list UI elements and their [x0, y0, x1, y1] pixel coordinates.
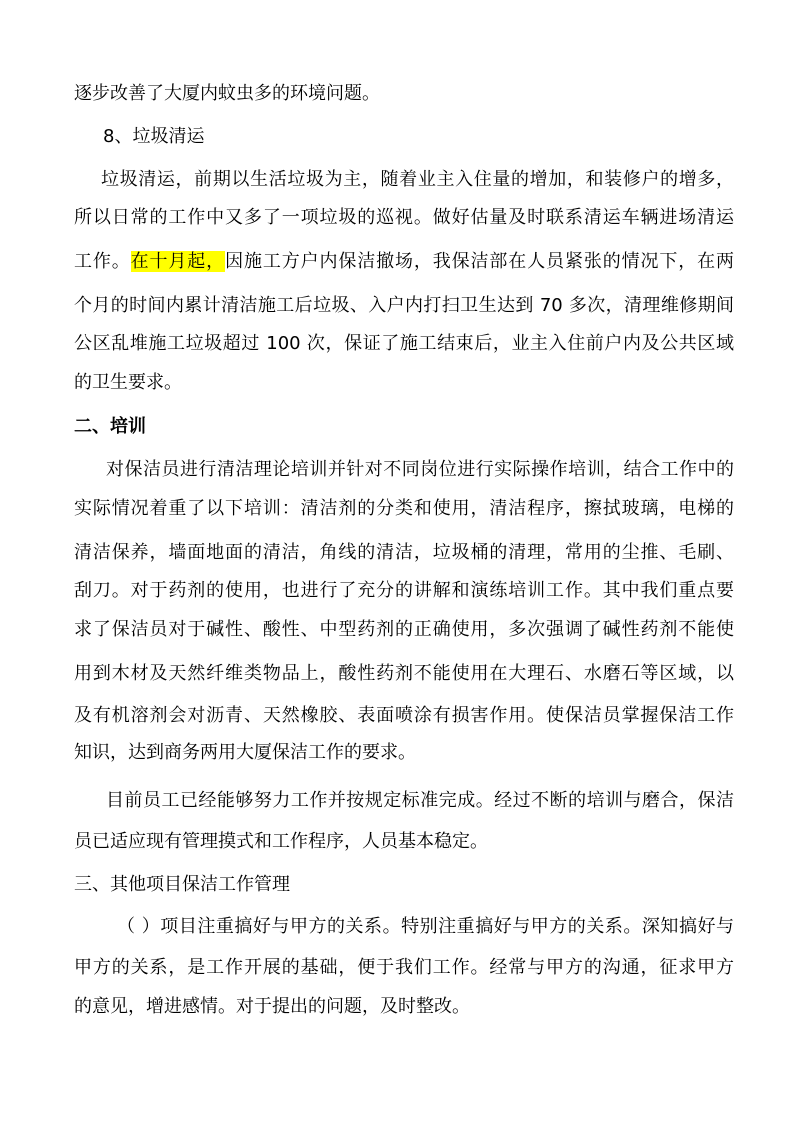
- paragraph-line: 垃圾清运，前期以生活垃圾为主，随着业主入住量的增加，和装修户的增多，: [101, 169, 734, 190]
- paragraph-line: 刮刀。对于药剂的使用，也进行了充分的讲解和演练培训工作。其中我们重点要: [74, 580, 734, 601]
- line-text: 因施工方户内保洁撤场，我保洁部在人员紧张的情况下，在两: [225, 251, 734, 272]
- paragraph-line: 员已适应现有管理摸式和工作程序，人员基本稳定。: [74, 831, 488, 852]
- section-heading-other-projects: 三、其他项目保洁工作管理: [74, 874, 290, 895]
- paragraph-line: 公区乱堆施工垃圾超过 100 次，保证了施工结束后，业主入住前户内及公共区域: [74, 333, 734, 354]
- highlighted-text: 在十月起，: [130, 251, 226, 272]
- paragraph-line: 个月的时间内累计清洁施工后垃圾、入户内打扫卫生达到 70 多次，清理维修期间: [74, 295, 734, 316]
- paragraph-line: 知识，达到商务两用大厦保洁工作的要求。: [74, 742, 416, 763]
- paragraph-line: 及有机溶剂会对沥青、天然橡胶、表面喷涂有损害作用。使保洁员掌握保洁工作: [74, 705, 734, 726]
- section-heading-training: 二、培训: [74, 416, 146, 437]
- paragraph-line: 逐步改善了大厦内蚊虫多的环境问题。: [74, 83, 380, 104]
- paragraph-line: 对保洁员进行清洁理论培训并针对不同岗位进行实际操作培训，结合工作中的: [106, 459, 734, 480]
- paragraph-line: （ ）项目注重搞好与甲方的关系。特别注重搞好与甲方的关系。深知搞好与: [117, 916, 734, 937]
- paragraph-line: 所以日常的工作中又多了一项垃圾的巡视。做好估量及时联系清运车辆进场清运: [74, 207, 734, 228]
- line-text: 工作。: [74, 251, 131, 272]
- paragraph-line: 甲方的关系，是工作开展的基础，便于我们工作。经常与甲方的沟通，征求甲方: [74, 957, 734, 978]
- paragraph-line: 的意见，增进感情。对于提出的问题，及时整改。: [74, 996, 470, 1017]
- paragraph-line: 用到木材及天然纤维类物品上，酸性药剂不能使用在大理石、水磨石等区域，以: [74, 663, 734, 684]
- paragraph-line: 实际情况着重了以下培训：清洁剂的分类和使用，清洁程序，擦拭玻璃，电梯的: [74, 498, 734, 519]
- section-heading-garbage: 8、垃圾清运: [103, 126, 205, 147]
- paragraph-line: 求了保洁员对于碱性、酸性、中型药剂的正确使用，多次强调了碱性药剂不能使: [74, 619, 734, 640]
- paragraph-line: 的卫生要求。: [74, 372, 182, 393]
- paragraph-line: 清洁保养，墙面地面的清洁，角线的清洁，垃圾桶的清理，常用的尘推、毛刷、: [74, 542, 734, 563]
- paragraph-line: 目前员工已经能够努力工作并按规定标准完成。经过不断的培训与磨合，保洁: [106, 790, 734, 811]
- paragraph-line: [74, 250, 734, 274]
